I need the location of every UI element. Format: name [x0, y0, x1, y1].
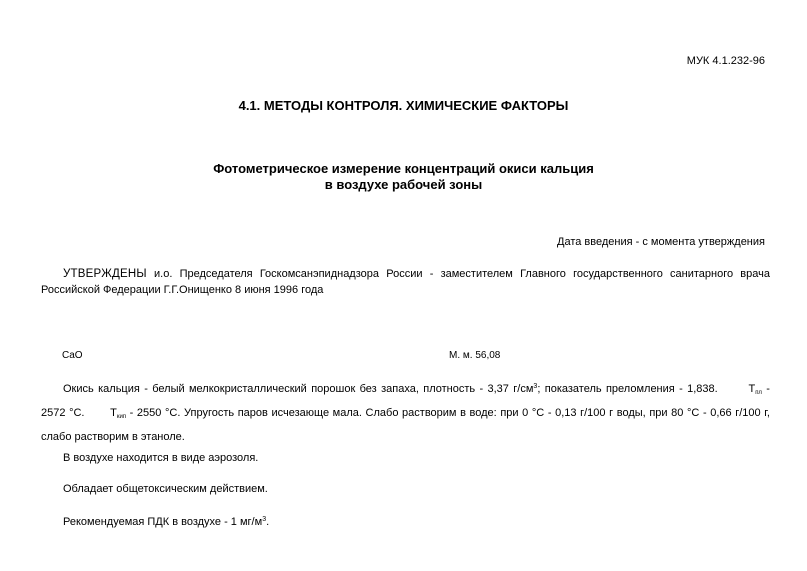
- document-title: [0, 161, 807, 193]
- approval-lead: УТВЕРЖДЕНЫ: [63, 268, 147, 280]
- boiling-point-t: T: [110, 407, 117, 419]
- chemical-formula: CaO: [62, 350, 83, 361]
- approval-paragraph: [41, 266, 770, 298]
- properties-text-4: - 2550 °С. Упругость паров исчезающе мала. Слабо растворим в воде: при 0 °С - 0,13 г/100 г воды, при 80 °С - 0,66 г/100 г, слабо растворим в этаноле.: [41, 407, 770, 443]
- pdk-exponent: 3: [262, 516, 267, 523]
- melting-point-symbol: [726, 379, 761, 403]
- aerosol-paragraph: В воздухе находится в виде аэрозоля.: [63, 452, 259, 464]
- pdk-text: Рекомендуемая ПДК в воздухе - 1 мг/м: [63, 516, 263, 528]
- melting-point-sub: пл: [755, 390, 762, 396]
- boiling-point-sub: кип: [116, 414, 127, 420]
- title-line-1: Фотометрическое измерение концентраций окиси кальция: [213, 161, 594, 176]
- density-exponent: 3: [533, 383, 538, 390]
- boiling-point-symbol: [88, 403, 126, 427]
- properties-text-3: - 2572 °С.: [41, 383, 770, 419]
- toxicity-paragraph: Обладает общетоксическим действием.: [63, 483, 268, 495]
- doc-code: МУК 4.1.232-96: [686, 55, 765, 67]
- approval-text: и.о. Председателя Госкомсанэпиднадзора России - заместителем Главного государственного санитарного врача Российской Федерации Г.Г.Онищенко 8 июня 1996 года: [41, 268, 770, 296]
- title-line-2: в воздухе рабочей зоны: [324, 177, 483, 192]
- section-heading: 4.1. МЕТОДЫ КОНТРОЛЯ. ХИМИЧЕСКИЕ ФАКТОРЫ: [238, 98, 569, 113]
- intro-date: Дата введения - с момента утверждения: [557, 236, 765, 248]
- pdk-end: .: [266, 516, 270, 528]
- pdk-paragraph: [41, 510, 770, 532]
- melting-point-t: T: [748, 383, 756, 395]
- molar-mass: М. м. 56,08: [449, 350, 501, 361]
- properties-paragraph: [41, 377, 770, 447]
- properties-text-2: ; показатель преломления - 1,838.: [537, 383, 718, 395]
- properties-text-1: Окись кальция - белый мелкокристаллический порошок без запаха, плотность - 3,37 г/см: [63, 383, 534, 395]
